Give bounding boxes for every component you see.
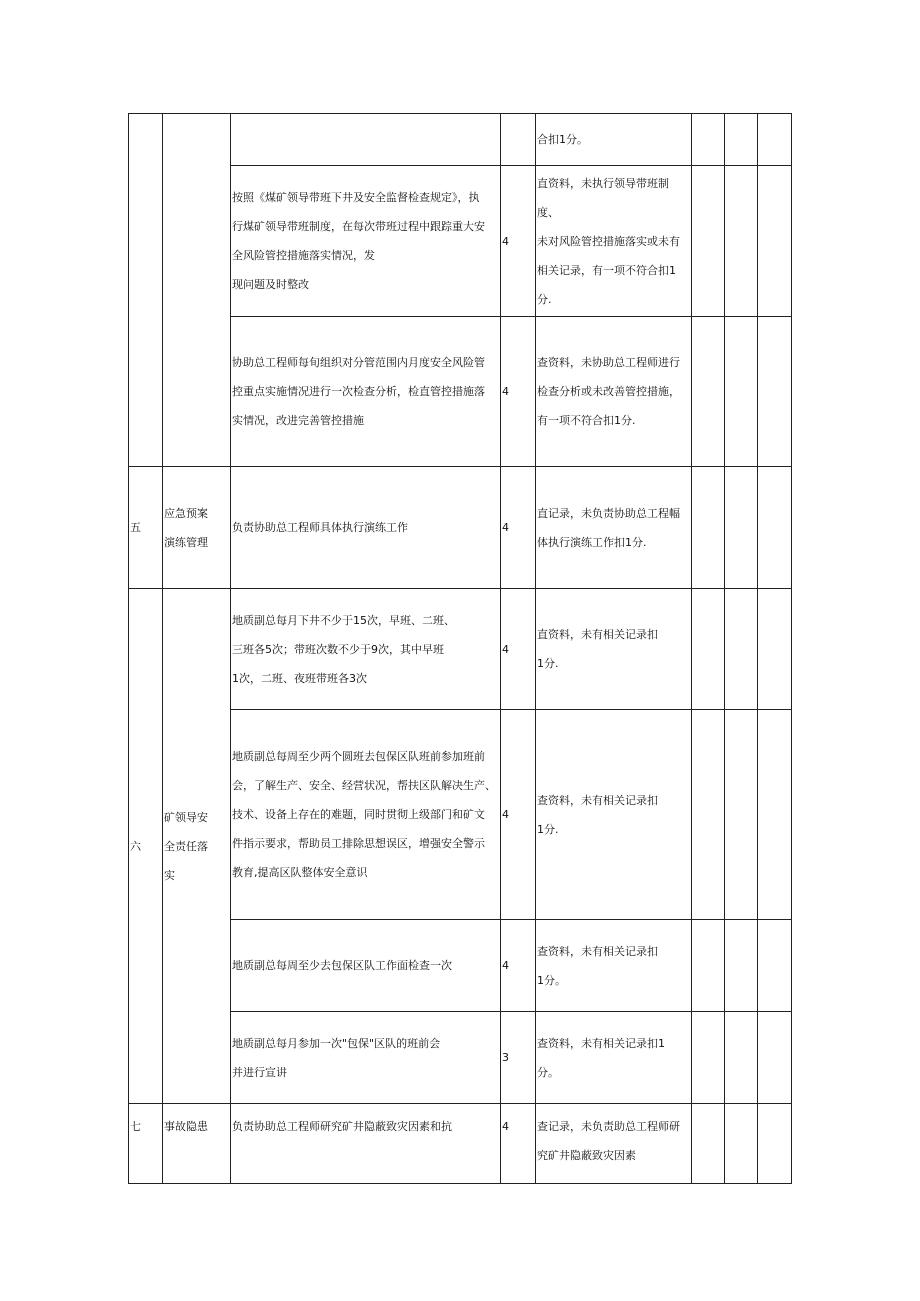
score-cell: 4: [501, 589, 536, 710]
extra-cell: [692, 1104, 725, 1184]
extra-cell: [758, 710, 792, 920]
content-cell: 地质副总每周至少去包保区队工作面检查一次: [231, 920, 501, 1012]
score-cell: 3: [501, 1012, 536, 1104]
content-cell: 负责协助总工程师研究矿井隐蔽致灾因素和抗: [231, 1104, 501, 1184]
method-cell: 查资料，未有相关记录扣 1分.: [536, 710, 692, 920]
extra-cell: [725, 317, 758, 467]
extra-cell: [758, 467, 792, 589]
method-cell: 直资料，未执行领导带班制度、 未对风险管控措施落实或未有 相关记录，有一项不符合扣1 分.: [536, 166, 692, 317]
score-cell: 4: [501, 920, 536, 1012]
extra-cell: [758, 166, 792, 317]
extra-cell: [725, 710, 758, 920]
content-cell: 地质副总每周至少两个圆班去包保区队班前参加班前 会，了解生产、安全、经营状况，帮扶区队解决生产、 技术、设备上存在的难题，同时贯彻上级部门和矿文 件指示要求，帮助员工排除思想误区，增强安全警示 教育,提高区队整体安全意识: [231, 710, 501, 920]
table-row: [129, 114, 792, 166]
extra-cell: [692, 467, 725, 589]
item-cell: 事故隐患: [163, 1104, 231, 1184]
item-cell: 应急预案 演练管理: [163, 467, 231, 589]
score-cell: 4: [501, 1104, 536, 1184]
content-cell: 按照《煤矿领导带班下井及安全监督检查规定》，执 行煤矿领导带班制度，在每次带班过程中跟踪重大安 全风险管控措施落实情况，发 现问题及时整改: [231, 166, 501, 317]
extra-cell: [758, 1104, 792, 1184]
method-cell: 查记录，未负责助总工程师研 究矿井隐蔽致灾因素: [536, 1104, 692, 1184]
method-cell: 查资料，未有相关记录扣1 分。: [536, 1012, 692, 1104]
extra-cell: [692, 1012, 725, 1104]
score-cell: [501, 114, 536, 166]
seq-cell: 六: [129, 589, 163, 1104]
method-cell: 合扣1分。: [536, 114, 692, 166]
extra-cell: [725, 1104, 758, 1184]
table-row: [129, 589, 792, 710]
extra-cell: [725, 467, 758, 589]
extra-cell: [692, 166, 725, 317]
extra-cell: [758, 114, 792, 166]
extra-cell: [758, 589, 792, 710]
extra-cell: [758, 920, 792, 1012]
content-cell: 负责协助总工程师具体执行演练工作: [231, 467, 501, 589]
extra-cell: [758, 1012, 792, 1104]
seq-cell: [129, 114, 163, 467]
extra-cell: [692, 317, 725, 467]
score-cell: 4: [501, 166, 536, 317]
table-row: [129, 467, 792, 589]
score-cell: 4: [501, 467, 536, 589]
assessment-table: [128, 113, 792, 1184]
method-cell: 直资料，未有相关记录扣 1分.: [536, 589, 692, 710]
extra-cell: [725, 166, 758, 317]
item-cell: [163, 114, 231, 467]
content-cell: 地质副总每月参加一次"包保"区队的班前会 并进行宣讲: [231, 1012, 501, 1104]
extra-cell: [692, 589, 725, 710]
extra-cell: [725, 589, 758, 710]
extra-cell: [725, 1012, 758, 1104]
table-row: [129, 1104, 792, 1184]
content-cell: 地质副总每月下井不少于15次，早班、二班、 三班各5次；带班次数不少于9次，其中早班 1次，二班、夜班带班各3次: [231, 589, 501, 710]
method-cell: 查资料，未协助总工程师进行 检查分析或未改善管控措施， 有一项不符合扣1分.: [536, 317, 692, 467]
seq-cell: 五: [129, 467, 163, 589]
item-cell: 矿领导安 全责任落 实: [163, 589, 231, 1104]
extra-cell: [758, 317, 792, 467]
content-cell: [231, 114, 501, 166]
extra-cell: [692, 114, 725, 166]
extra-cell: [692, 710, 725, 920]
score-cell: 4: [501, 317, 536, 467]
seq-cell: 七: [129, 1104, 163, 1184]
extra-cell: [725, 920, 758, 1012]
score-cell: 4: [501, 710, 536, 920]
method-cell: 直记录，未负责协助总工程幅 体执行演练工作扣1分.: [536, 467, 692, 589]
extra-cell: [692, 920, 725, 1012]
extra-cell: [725, 114, 758, 166]
content-cell: 协助总工程师每旬组织对分管范围内月度安全风险管 控重点实施情况进行一次检查分析，检直管控措施落 实情况，改进完善管控措施: [231, 317, 501, 467]
method-cell: 查资料，未有相关记录扣 1分。: [536, 920, 692, 1012]
